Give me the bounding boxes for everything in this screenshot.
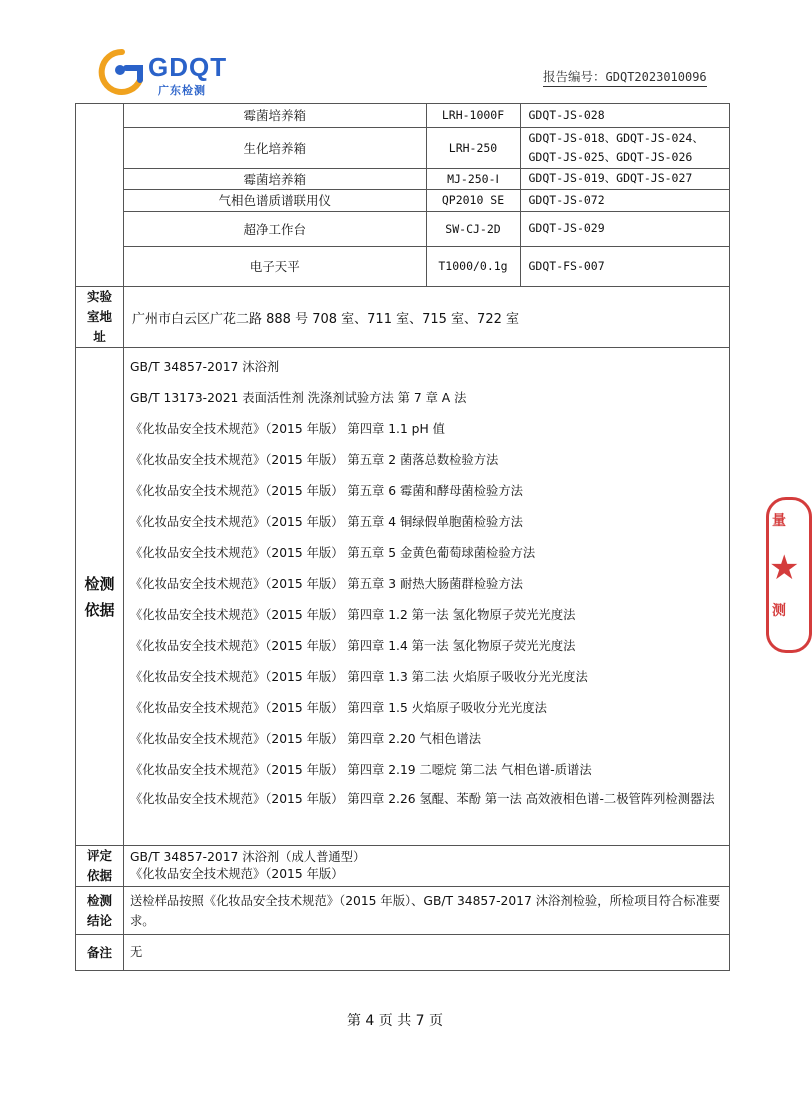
basis-item: 《化妆品安全技术规范》（2015 年版） 第五章 6 霉菌和酵母菌检验方法 (130, 484, 523, 498)
official-seal-stamp (766, 497, 812, 653)
test-basis-label (76, 348, 124, 846)
label-line: 址 (93, 329, 106, 344)
report-number (543, 67, 707, 87)
instrument-name: 霉菌培养箱 (124, 104, 426, 127)
instruments-label-cell (76, 104, 124, 287)
instrument-row (124, 189, 730, 211)
instrument-row (124, 246, 730, 286)
evaluation-basis-label (76, 846, 124, 887)
basis-item: 《化妆品安全技术规范》（2015 年版） 第四章 1.5 火焰原子吸收分光光度法 (130, 701, 547, 715)
basis-item: 《化妆品安全技术规范》（2015 年版） 第五章 2 菌落总数检验方法 (130, 453, 499, 467)
report-number-value: GDQT2023010096 (605, 70, 707, 84)
label-line: 依据 (86, 868, 112, 883)
instruments-cell (124, 104, 730, 287)
instrument-id: GDQT-FS-007 (528, 258, 605, 273)
basis-item: 《化妆品安全技术规范》（2015 年版） 第四章 1.2 第一法 氢化物原子荧光光度法 (130, 608, 576, 622)
basis-item: 《化妆品安全技术规范》（2015 年版） 第四章 1.1 pH 值 (130, 422, 445, 436)
remarks-value: 无 (124, 935, 730, 971)
instrument-name: 气相色谱质谱联用仪 (124, 189, 426, 211)
basis-item: 《化妆品安全技术规范》（2015 年版） 第五章 4 铜绿假单胞菌检验方法 (130, 515, 523, 529)
instrument-name: 电子天平 (124, 246, 426, 286)
evaluation-item: GB/T 34857-2017 沐浴剂（成人普通型） (130, 850, 366, 864)
basis-item: 《化妆品安全技术规范》（2015 年版） 第四章 2.26 氢醌、苯酚 第一法 高效液相色谱-二极管阵列检测器法 (130, 792, 715, 806)
instrument-row (124, 211, 730, 246)
instrument-id-line: GDQT-JS-018、GDQT-JS-024、 (528, 130, 704, 145)
instrument-name: 霉菌培养箱 (124, 168, 426, 189)
logo-mark-icon (96, 46, 148, 96)
stamp-char-bottom: 测 (772, 603, 786, 619)
instrument-row (124, 168, 730, 189)
basis-item: GB/T 13173-2021 表面活性剂 洗涤剂试验方法 第 7 章 A 法 (130, 391, 467, 405)
logo-subtext: 广东检测 (158, 84, 206, 97)
label-line: 检测 (84, 574, 115, 593)
label-line: 结论 (86, 912, 112, 928)
lab-address-value: 广州市白云区广花二路 888 号 708 室、711 室、715 室、722 室 (124, 287, 730, 348)
instrument-model: LRH-250 (426, 127, 520, 168)
basis-item: 《化妆品安全技术规范》（2015 年版） 第四章 2.20 气相色谱法 (130, 732, 481, 746)
label-line: 依据 (84, 600, 115, 619)
instrument-id (520, 127, 730, 168)
instrument-id: GDQT-JS-019、GDQT-JS-027 (520, 168, 730, 189)
instrument-model: QP2010 SE (426, 189, 520, 211)
evaluation-basis-value (124, 846, 730, 887)
label-line: 检测 (86, 892, 112, 908)
label-line: 评定 (86, 848, 112, 863)
lab-address-row (76, 287, 730, 348)
conclusion-label (76, 887, 124, 935)
remarks-row (76, 935, 730, 971)
instrument-id: GDQT-JS-072 (520, 189, 730, 211)
instrument-row (124, 127, 730, 168)
test-basis-list (124, 348, 730, 846)
label-line: 实验 (86, 289, 112, 304)
basis-item: 《化妆品安全技术规范》（2015 年版） 第五章 5 金黄色葡萄球菌检验方法 (130, 546, 536, 560)
instruments-row (76, 104, 730, 287)
instrument-model: T1000/0.1g (426, 246, 520, 286)
instrument-row (124, 104, 730, 127)
instrument-id: GDQT-JS-028 (520, 104, 730, 127)
star-icon: ★ (769, 548, 800, 588)
basis-item: 《化妆品安全技术规范》（2015 年版） 第四章 1.3 第二法 火焰原子吸收分光光度法 (130, 670, 588, 684)
test-basis-row (76, 348, 730, 846)
instrument-model: MJ-250-Ⅰ (426, 168, 520, 189)
instruments-table (124, 104, 730, 286)
instrument-model: LRH-1000F (426, 104, 520, 127)
company-logo (96, 46, 236, 96)
report-table (75, 103, 730, 971)
lab-address-label (76, 287, 124, 348)
page-footer: 第 4 页 共 7 页 (346, 1013, 444, 1029)
instrument-id-line: GDQT-JS-025、GDQT-JS-026 (528, 149, 693, 164)
remarks-label: 备注 (76, 935, 124, 971)
logo-text: GDQT (148, 52, 228, 82)
instrument-name: 生化培养箱 (124, 127, 426, 168)
basis-item: 《化妆品安全技术规范》（2015 年版） 第五章 3 耐热大肠菌群检验方法 (130, 577, 523, 591)
conclusion-value: 送检样品按照《化妆品安全技术规范》（2015 年版）、GB/T 34857-2017 沐浴剂检验，所检项目符合标准要求。 (124, 887, 730, 935)
basis-item: GB/T 34857-2017 沐浴剂 (130, 360, 280, 374)
instrument-name: 超净工作台 (124, 211, 426, 246)
stamp-char-top: 量 (772, 513, 786, 529)
basis-item: 《化妆品安全技术规范》（2015 年版） 第四章 2.19 二噁烷 第二法 气相色谱-质谱法 (130, 763, 592, 777)
label-line: 室地 (86, 309, 112, 324)
report-number-label: 报告编号： (543, 69, 606, 84)
conclusion-row (76, 887, 730, 935)
instrument-id: GDQT-JS-029 (520, 211, 730, 246)
evaluation-item: 《化妆品安全技术规范》（2015 年版） (130, 867, 344, 881)
evaluation-basis-row (76, 846, 730, 887)
basis-item: 《化妆品安全技术规范》（2015 年版） 第四章 1.4 第一法 氢化物原子荧光光度法 (130, 639, 576, 653)
instrument-model: SW-CJ-2D (426, 211, 520, 246)
